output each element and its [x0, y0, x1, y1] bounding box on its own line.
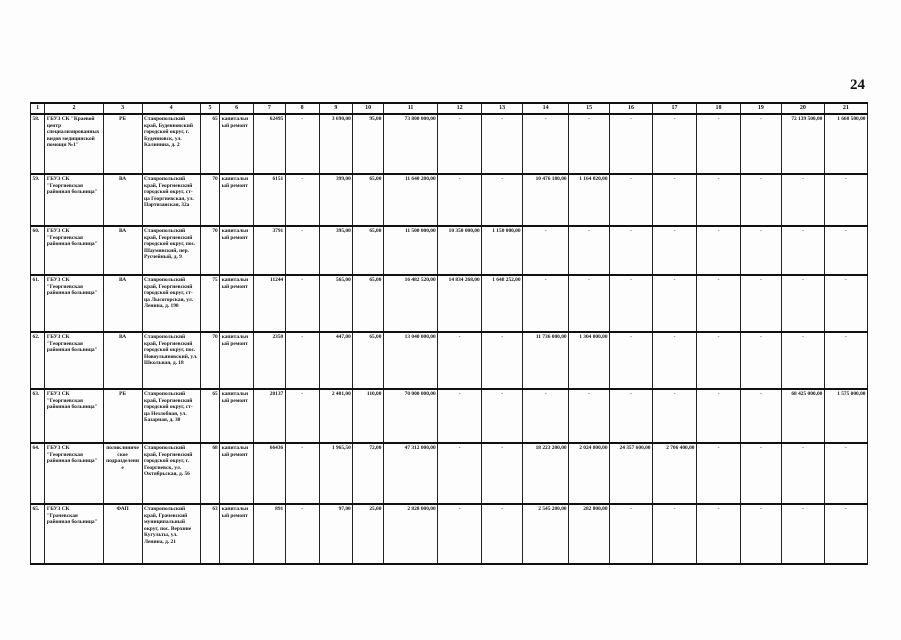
col-15-cell: 1 164 020,00 — [569, 174, 610, 226]
facilities-table — [30, 102, 868, 565]
facility-type-cell: РБ — [103, 389, 142, 443]
col-9-cell: 1 965,50 — [319, 443, 353, 504]
column-number-cell: 15 — [569, 103, 610, 114]
col-5-cell: 65 — [200, 114, 219, 174]
table-row — [31, 504, 868, 564]
col-15-cell: 2 024 800,00 — [569, 443, 610, 504]
col-20-cell: - — [781, 226, 824, 275]
total-amount-cell: 47 312 000,00 — [383, 443, 437, 504]
col-20-cell: 68 425 000,00 — [781, 389, 824, 443]
column-number-cell: 11 — [383, 103, 437, 114]
col-15-cell: 1 304 000,00 — [569, 332, 610, 389]
col-12-cell: - — [438, 174, 482, 226]
col-15-cell: - — [569, 275, 610, 332]
row-number-cell: 62. — [31, 332, 45, 389]
col-16-cell: - — [610, 174, 653, 226]
col-12-cell: - — [438, 332, 482, 389]
column-number-cell: 14 — [523, 103, 569, 114]
col-12-cell: - — [438, 114, 482, 174]
column-number-cell: 19 — [740, 103, 781, 114]
table-row — [31, 275, 868, 332]
facility-type-cell: ВА — [103, 275, 142, 332]
col-13-cell: - — [482, 504, 523, 564]
col-19-cell: - — [740, 389, 781, 443]
column-number-cell: 16 — [610, 103, 653, 114]
col-9-cell: 447,00 — [319, 332, 353, 389]
col-9-cell: 565,00 — [319, 275, 353, 332]
column-number-row — [31, 103, 868, 114]
work-type-cell: капитальный ремонт — [220, 275, 254, 332]
page-number: 24 — [850, 77, 865, 93]
col-19-cell: - — [740, 504, 781, 564]
work-type-cell: капитальный ремонт — [220, 114, 254, 174]
col-19-cell: - — [740, 114, 781, 174]
col-18-cell: - — [696, 226, 740, 275]
col-21-cell: - — [824, 174, 867, 226]
col-15-cell: - — [569, 114, 610, 174]
col-17-cell: - — [653, 275, 697, 332]
column-number-cell: 2 — [45, 103, 103, 114]
address-cell: Ставропольский край, Буденновский городской округ, г. Буденновск, ул. Калинина, д. 2 — [142, 114, 200, 174]
col-8-cell: - — [285, 275, 319, 332]
address-cell: Ставропольский край, Георгиевский городской округ, ст-ца Незлобная, ул. Базарная, д. 30 — [142, 389, 200, 443]
col-7-cell: 6151 — [254, 174, 286, 226]
col-19-cell: - — [740, 332, 781, 389]
col-13-cell: - — [482, 332, 523, 389]
col-18-cell: - — [696, 332, 740, 389]
table-row — [31, 174, 868, 226]
column-number-cell: 20 — [781, 103, 824, 114]
column-number-cell: 1 — [31, 103, 45, 114]
col-18-cell: - — [696, 389, 740, 443]
col-15-cell: - — [569, 389, 610, 443]
col-7-cell: 62495 — [254, 114, 286, 174]
total-amount-cell: 16 482 520,00 — [383, 275, 437, 332]
work-type-cell: капитальный ремонт — [220, 332, 254, 389]
organization-cell: ГБУЗ СК "Грачевская районная больница" — [45, 504, 103, 564]
address-cell: Ставропольский край, Георгиевский городской округ, г. Георгиевск, ул. Октябрьская, д. 56 — [142, 443, 200, 504]
organization-cell: ГБУЗ СК "Георгиевская районная больница" — [45, 443, 103, 504]
col-19-cell: - — [740, 174, 781, 226]
col-14-cell: 18 223 200,00 — [523, 443, 569, 504]
col-9-cell: 97,00 — [319, 504, 353, 564]
column-number-cell: 7 — [254, 103, 286, 114]
col-21-cell: 1 575 000,00 — [824, 389, 867, 443]
row-number-cell: 61. — [31, 275, 45, 332]
col-14-cell: - — [523, 275, 569, 332]
col-5-cell: 75 — [200, 275, 219, 332]
col-17-cell: - — [653, 174, 697, 226]
col-8-cell: - — [285, 443, 319, 504]
work-type-cell: капитальный ремонт — [220, 389, 254, 443]
col-15-cell: 282 800,00 — [569, 504, 610, 564]
col-5-cell: 70 — [200, 226, 219, 275]
col-16-cell: - — [610, 504, 653, 564]
address-cell: Ставропольский край, Георгиевский городской округ, пос. Шаумянский, пер. Русчейный, д. 9 — [142, 226, 200, 275]
address-cell: Ставропольский край, Георгиевский городской округ, ст-ца Георгиевская, ул. Партизанская, 32а — [142, 174, 200, 226]
col-10-cell: 65,00 — [353, 174, 384, 226]
col-14-cell: - — [523, 389, 569, 443]
col-17-cell: - — [653, 226, 697, 275]
col-7-cell: 11244 — [254, 275, 286, 332]
organization-cell: ГБУЗ СК "Георгиевская районная больница" — [45, 226, 103, 275]
organization-cell: ГБУЗ СК "Георгиевская районная больница" — [45, 389, 103, 443]
col-21-cell: - — [824, 332, 867, 389]
col-16-cell: 24 357 600,00 — [610, 443, 653, 504]
col-8-cell: - — [285, 389, 319, 443]
facility-type-cell: РБ — [103, 114, 142, 174]
column-number-cell: 5 — [200, 103, 219, 114]
col-12-cell: - — [438, 443, 482, 504]
col-18-cell: - — [696, 114, 740, 174]
total-amount-cell: 2 828 000,00 — [383, 504, 437, 564]
col-17-cell: - — [653, 114, 697, 174]
col-12-cell: - — [438, 389, 482, 443]
col-8-cell: - — [285, 114, 319, 174]
col-5-cell: 70 — [200, 332, 219, 389]
col-16-cell: - — [610, 275, 653, 332]
col-20-cell: - — [781, 275, 824, 332]
col-13-cell: 1 150 000,00 — [482, 226, 523, 275]
col-17-cell: - — [653, 389, 697, 443]
col-7-cell: 3791 — [254, 226, 286, 275]
organization-cell: ГБУЗ СК "Георгиевская районная больница" — [45, 174, 103, 226]
facility-type-cell: ВА — [103, 332, 142, 389]
column-number-cell: 6 — [220, 103, 254, 114]
facility-type-cell: поликлиническое подразделение — [103, 443, 142, 504]
address-cell: Ставропольский край, Грачевский муниципальный округ, пос. Верхние Кугульты, ул. Ленина, д. 21 — [142, 504, 200, 564]
column-number-cell: 12 — [438, 103, 482, 114]
facility-type-cell: ФАП — [103, 504, 142, 564]
work-type-cell: капитальный ремонт — [220, 504, 254, 564]
column-number-cell: 17 — [653, 103, 697, 114]
col-13-cell: 1 648 252,00 — [482, 275, 523, 332]
col-12-cell: - — [438, 504, 482, 564]
organization-cell: ГБУЗ СК "Георгиевская районная больница" — [45, 275, 103, 332]
table-row — [31, 226, 868, 275]
facility-type-cell: ВА — [103, 174, 142, 226]
col-16-cell: - — [610, 114, 653, 174]
col-14-cell: 2 545 200,00 — [523, 504, 569, 564]
col-5-cell: 70 — [200, 174, 219, 226]
col-14-cell: 10 476 180,00 — [523, 174, 569, 226]
column-number-cell: 9 — [319, 103, 353, 114]
col-20-cell: - — [781, 443, 824, 504]
col-17-cell: - — [653, 504, 697, 564]
row-number-cell: 64. — [31, 443, 45, 504]
col-10-cell: 65,00 — [353, 332, 384, 389]
col-9-cell: 399,00 — [319, 174, 353, 226]
col-13-cell: - — [482, 114, 523, 174]
total-amount-cell: 11 500 000,00 — [383, 226, 437, 275]
column-number-cell: 18 — [696, 103, 740, 114]
col-18-cell: - — [696, 443, 740, 504]
total-amount-cell: 73 800 000,00 — [383, 114, 437, 174]
column-number-cell: 3 — [103, 103, 142, 114]
col-13-cell: - — [482, 443, 523, 504]
col-20-cell: - — [781, 504, 824, 564]
col-8-cell: - — [285, 504, 319, 564]
col-5-cell: 65 — [200, 389, 219, 443]
work-type-cell: капитальный ремонт — [220, 174, 254, 226]
col-12-cell: 14 834 268,00 — [438, 275, 482, 332]
work-type-cell: капитальный ремонт — [220, 443, 254, 504]
col-10-cell: 110,00 — [353, 389, 384, 443]
col-21-cell: - — [824, 504, 867, 564]
col-10-cell: 25,00 — [353, 504, 384, 564]
col-9-cell: 2 401,00 — [319, 389, 353, 443]
col-20-cell: - — [781, 174, 824, 226]
col-21-cell: - — [824, 275, 867, 332]
address-cell: Ставропольский край, Георгиевский городской округ, ст-ца Лысогорская, ул. Ленина, д. 190 — [142, 275, 200, 332]
col-20-cell: 72 139 500,00 — [781, 114, 824, 174]
col-8-cell: - — [285, 174, 319, 226]
col-9-cell: 395,00 — [319, 226, 353, 275]
table-row — [31, 443, 868, 504]
col-10-cell: 95,00 — [353, 114, 384, 174]
column-number-cell: 10 — [353, 103, 384, 114]
col-20-cell: - — [781, 332, 824, 389]
col-10-cell: 65,00 — [353, 275, 384, 332]
col-17-cell: 2 706 400,00 — [653, 443, 697, 504]
col-15-cell: - — [569, 226, 610, 275]
organization-cell: ГБУЗ СК "Георгиевская районная больница" — [45, 332, 103, 389]
col-21-cell: - — [824, 443, 867, 504]
col-7-cell: 891 — [254, 504, 286, 564]
col-10-cell: 65,00 — [353, 226, 384, 275]
total-amount-cell: 13 040 000,00 — [383, 332, 437, 389]
col-18-cell: - — [696, 504, 740, 564]
col-16-cell: - — [610, 332, 653, 389]
total-amount-cell: 70 000 000,00 — [383, 389, 437, 443]
column-number-cell: 21 — [824, 103, 867, 114]
column-number-cell: 13 — [482, 103, 523, 114]
organization-cell: ГБУЗ СК "Краевой центр специализированных видов медицинской помощи №1" — [45, 114, 103, 174]
col-16-cell: - — [610, 226, 653, 275]
col-14-cell: 11 736 000,00 — [523, 332, 569, 389]
col-16-cell: - — [610, 389, 653, 443]
total-amount-cell: 11 640 200,00 — [383, 174, 437, 226]
col-7-cell: 20137 — [254, 389, 286, 443]
column-number-cell: 8 — [285, 103, 319, 114]
col-9-cell: 3 690,00 — [319, 114, 353, 174]
table-row — [31, 114, 868, 174]
col-19-cell: - — [740, 275, 781, 332]
col-18-cell: - — [696, 174, 740, 226]
col-8-cell: - — [285, 226, 319, 275]
row-number-cell: 65. — [31, 504, 45, 564]
row-number-cell: 58. — [31, 114, 45, 174]
col-5-cell: 63 — [200, 504, 219, 564]
row-number-cell: 63. — [31, 389, 45, 443]
address-cell: Ставропольский край, Георгиевский городской округ, пос. Новоульяновский, ул. Школьная, д. 18 — [142, 332, 200, 389]
col-5-cell: 68 — [200, 443, 219, 504]
col-19-cell: - — [740, 443, 781, 504]
column-number-cell: 4 — [142, 103, 200, 114]
table-row — [31, 389, 868, 443]
col-13-cell: - — [482, 174, 523, 226]
col-10-cell: 72,00 — [353, 443, 384, 504]
col-12-cell: 10 350 000,00 — [438, 226, 482, 275]
col-13-cell: - — [482, 389, 523, 443]
facility-type-cell: ВА — [103, 226, 142, 275]
col-14-cell: - — [523, 114, 569, 174]
col-19-cell: - — [740, 226, 781, 275]
work-type-cell: капитальный ремонт — [220, 226, 254, 275]
col-14-cell: - — [523, 226, 569, 275]
col-21-cell: - — [824, 226, 867, 275]
col-18-cell: - — [696, 275, 740, 332]
row-number-cell: 60. — [31, 226, 45, 275]
col-21-cell: 1 660 500,00 — [824, 114, 867, 174]
row-number-cell: 59. — [31, 174, 45, 226]
col-17-cell: - — [653, 332, 697, 389]
table-row — [31, 332, 868, 389]
col-7-cell: 2350 — [254, 332, 286, 389]
col-8-cell: - — [285, 332, 319, 389]
col-7-cell: 66436 — [254, 443, 286, 504]
